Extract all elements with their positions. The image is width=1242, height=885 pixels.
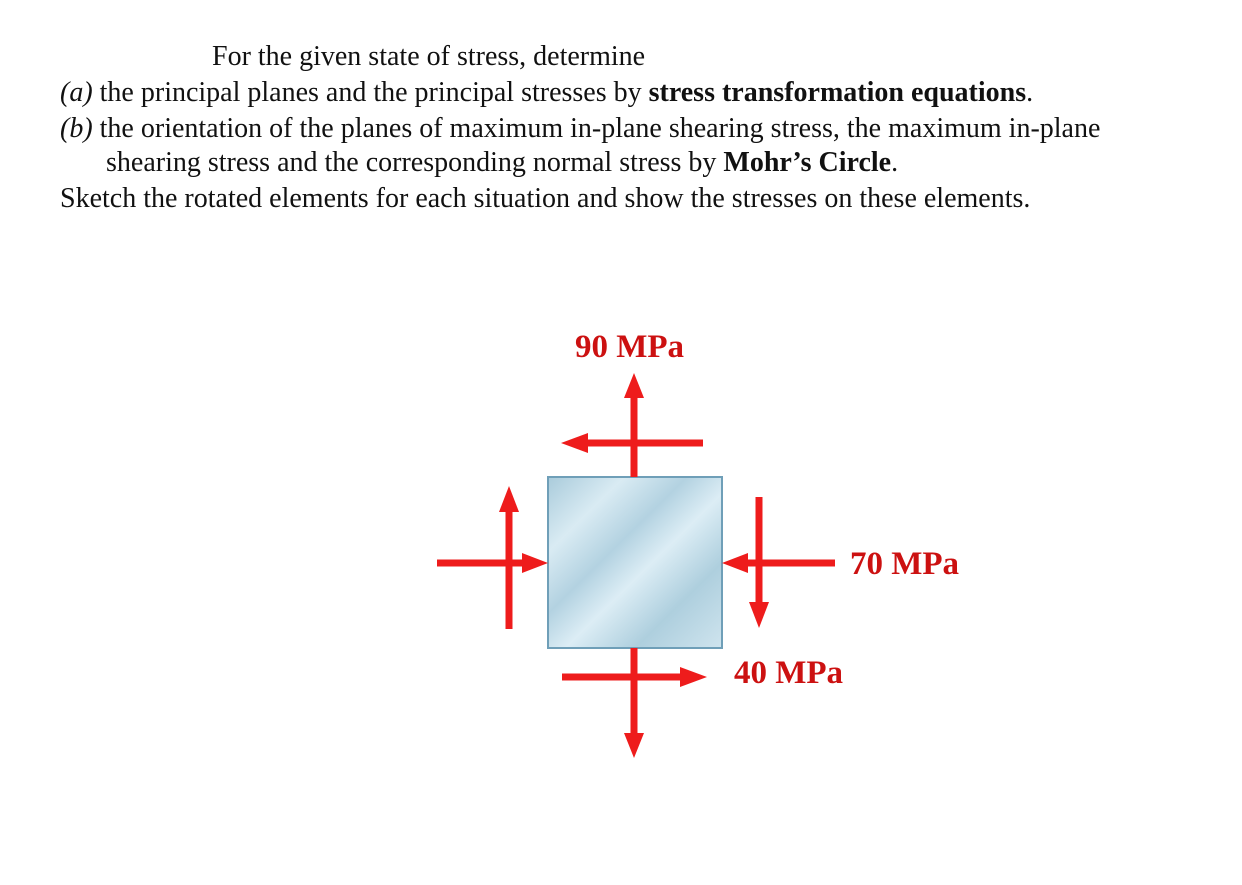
problem-closing: Sketch the rotated elements for each situation and show the stresses on these elements. xyxy=(60,183,1031,214)
part-b-line2: shearing stress and the corresponding normal stress by Mohr’s Circle. xyxy=(106,147,899,178)
top-normal-stress-arrow xyxy=(624,373,644,477)
label-90-mpa: 90 MPa xyxy=(575,329,685,365)
label-40-mpa: 40 MPa xyxy=(734,655,844,691)
part-a: (a) the principal planes and the principal stresses by stress transformation equations. xyxy=(60,77,1034,108)
part-b-marker: (b) xyxy=(60,113,93,144)
part-b-method: Mohr’s Circle xyxy=(723,147,892,178)
right-normal-stress-arrow xyxy=(722,553,835,573)
left-normal-stress-arrow xyxy=(437,553,548,573)
left-shear-arrow xyxy=(499,486,519,629)
part-a-marker: (a) xyxy=(60,77,93,108)
label-70-mpa: 70 MPa xyxy=(850,546,960,582)
part-b-line1: (b) the orientation of the planes of maximum in-plane shearing stress, the maximum in-plane xyxy=(60,113,1101,144)
problem-intro: For the given state of stress, determine xyxy=(212,41,646,72)
bottom-normal-stress-arrow xyxy=(624,648,644,758)
stress-element-square xyxy=(548,477,722,648)
part-a-method: stress transformation equations xyxy=(648,77,1027,108)
